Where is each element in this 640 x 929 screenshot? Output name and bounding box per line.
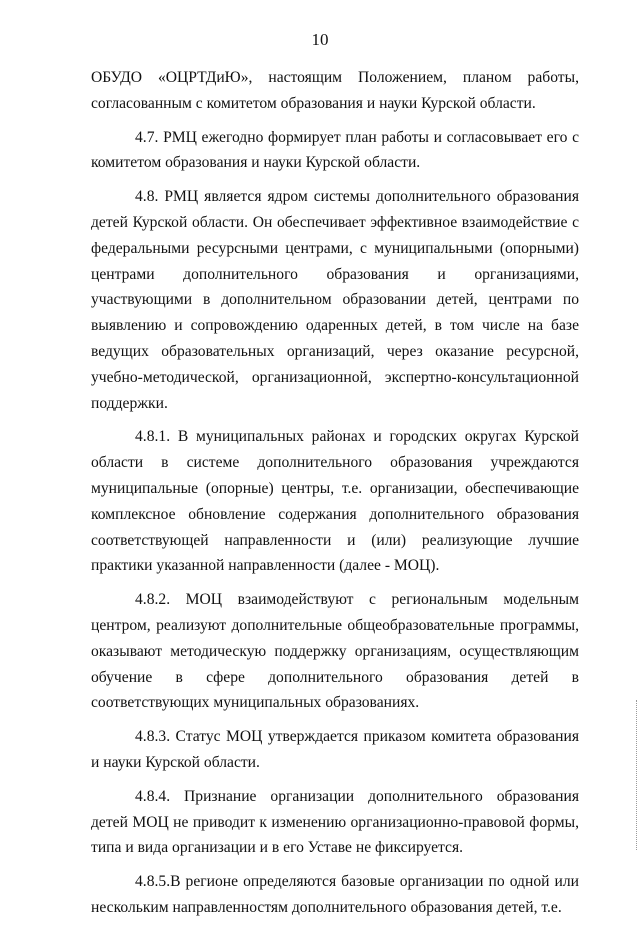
paragraph-4-8: 4.8. РМЦ является ядром системы дополнительного образования детей Курской области. Он обеспечивает эффективное взаимодействие с федеральными ресурсными центрами, с муниципальными (опорными) центрами дополнительного образования и организациями, участвующими в дополнительном образовании детей, центрами по выявлению и сопровождению одаренных детей, в том числе на базе ведущих образовательных организаций, через оказание ресурсной, учебно-методической, организационной, экспертно-консультационной поддержки. <box>91 188 579 412</box>
paragraph-4-8-3: 4.8.3. Статус МОЦ утверждается приказом комитета образования и науки Курской области. <box>91 728 579 771</box>
scan-edge-marks <box>635 700 637 850</box>
paragraph-continuation: ОБУДО «ОЦРТДиЮ», настоящим Положением, планом работы, согласованным с комитетом образования и науки Курской области. <box>91 69 579 112</box>
page-number: 10 <box>311 30 329 49</box>
paragraph-4-7: 4.7. РМЦ ежегодно формирует план работы и согласовывает его с комитетом образования и науки Курской области. <box>91 128 579 172</box>
paragraph-4-8-1: 4.8.1. В муниципальных районах и городских округах Курской области в системе дополнительного образования учреждаются муниципальные (опорные) центры, т.е. организации, обеспечивающие комплексное обновление содержания дополнительного образования соответствующей направленности и (или) реализующие лучшие практики указанной направленности (далее - МОЦ). <box>91 428 579 575</box>
paragraph-4-8-4: 4.8.4. Признание организации дополнительного образования детей МОЦ не приводит к изменению организационно-правовой формы, типа и вида организации и в его Уставе не фиксируется. <box>91 787 579 857</box>
paragraph-4-8-2: 4.8.2. МОЦ взаимодействуют с региональным модельным центром, реализуют дополнительные общеобразовательные программы, оказывают методическую поддержку организациям, осуществляющим обучение в сфере дополнительного образования детей в соответствующих муниципальных образованиях. <box>91 591 579 712</box>
paragraph-4-8-5: 4.8.5.В регионе определяются базовые организации по одной или нескольким направленностям дополнительного образования детей, т.е. <box>91 873 579 916</box>
document-body <box>91 65 579 929</box>
